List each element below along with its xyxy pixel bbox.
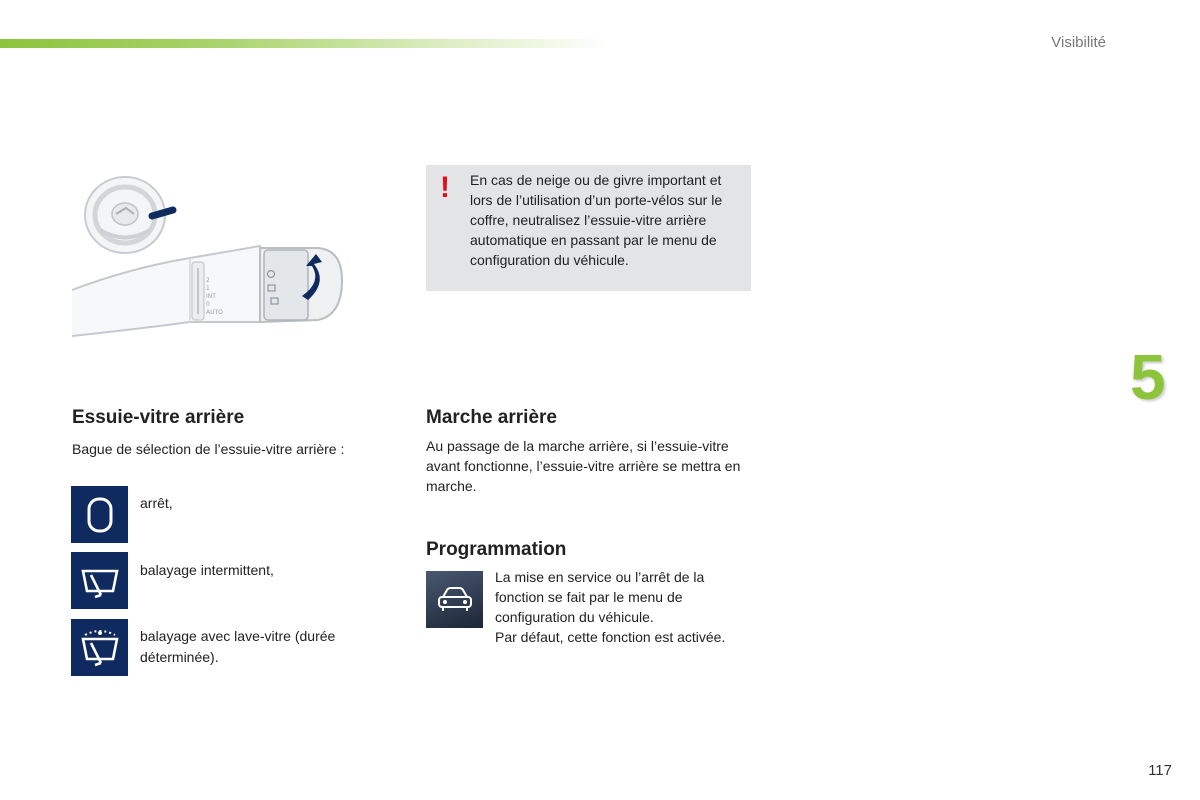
scale-label: 0 [206,301,210,308]
scale-label: 2 [206,277,210,284]
vehicle-config-icon [426,571,483,628]
option-label-off: arrêt, [140,495,173,511]
programming-text: La mise en service ou l’arrêt de la fonction se fait par le menu de configuration du véhicule. [495,569,705,625]
scale-label: 1 [206,285,210,292]
chapter-number: 5 [1130,341,1166,413]
wiper-stalk-illustration [70,170,350,345]
scale-label: INT [206,293,216,300]
programming-heading: Programmation [426,539,567,560]
rear-wiper-heading: Essuie-vitre arrière [72,407,245,428]
option-label-intermittent: balayage intermittent, [140,562,274,578]
wiper-intermittent-icon [71,552,128,609]
reverse-heading: Marche arrière [426,407,557,428]
reverse-text: Au passage de la marche arrière, si l’essuie-vitre avant fonctionne, l’essuie-vitre arrière se mettra en marche. [426,438,741,494]
wiper-off-icon [71,486,128,543]
rear-wiper-intro: Bague de sélection de l’essuie-vitre arrière : [72,441,345,457]
option-label-washer: balayage avec lave-vitre (durée déterminée). [140,628,336,665]
header-accent-bar [0,39,610,48]
page-number: 117 [1148,762,1172,779]
warning-box [426,165,751,291]
programming-default-text: Par défaut, cette fonction est activée. [495,629,726,645]
wiper-washer-icon [71,619,128,676]
scale-label: AUTO [206,309,223,316]
stalk-body [72,246,260,336]
section-title: Visibilité [1051,34,1106,51]
warning-icon: ! [440,171,450,204]
warning-text: En cas de neige ou de givre important et lors de l’utilisation d’un porte-vélos sur le coffre, neutralisez l’essuie-vitre arrière automatique en passant par le menu de configuration du véhicule. [470,172,723,268]
